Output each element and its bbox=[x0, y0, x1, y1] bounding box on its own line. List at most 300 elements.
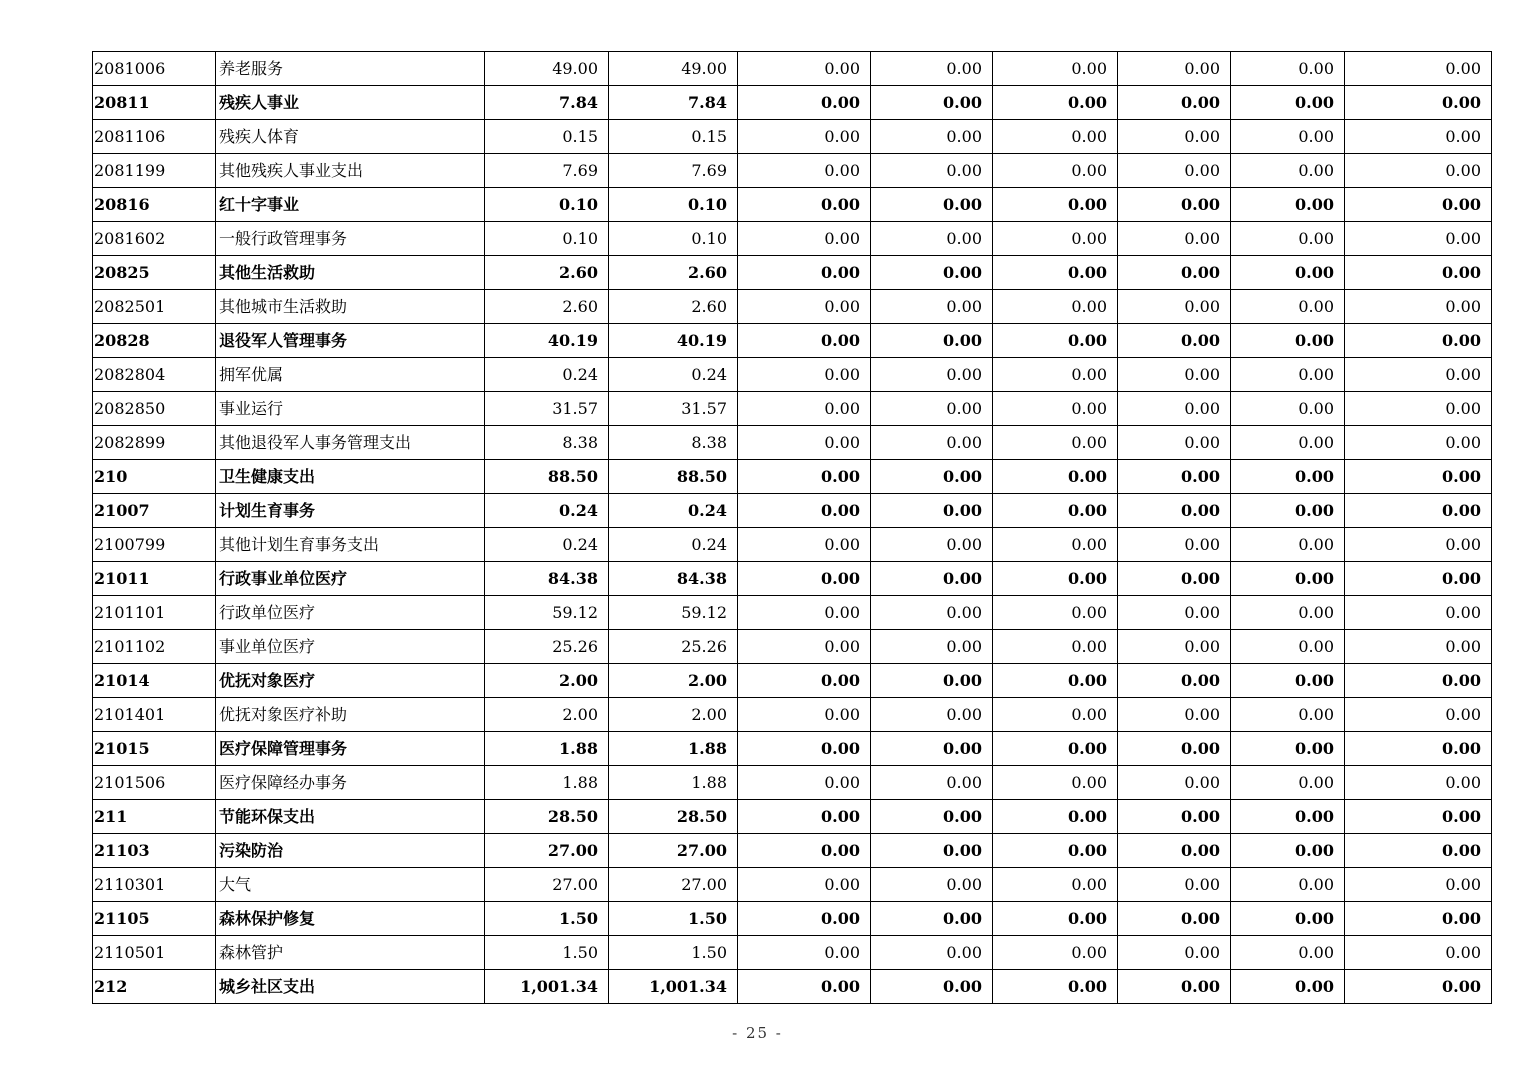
amount-cell: 0.00 bbox=[1345, 664, 1492, 698]
amount-cell: 1.88 bbox=[609, 766, 738, 800]
amount-cell: 0.00 bbox=[738, 698, 871, 732]
amount-cell: 0.00 bbox=[738, 290, 871, 324]
amount-cell: 0.10 bbox=[609, 222, 738, 256]
amount-cell: 2.00 bbox=[609, 698, 738, 732]
amount-cell: 0.00 bbox=[871, 868, 993, 902]
table-row bbox=[93, 52, 1492, 86]
subject-code-cell: 20816 bbox=[93, 188, 216, 222]
amount-cell: 0.00 bbox=[1231, 732, 1345, 766]
amount-cell: 0.00 bbox=[993, 154, 1118, 188]
amount-cell: 0.00 bbox=[993, 970, 1118, 1004]
subject-name-cell: 其他计划生育事务支出 bbox=[216, 528, 485, 562]
amount-cell: 1.88 bbox=[485, 766, 609, 800]
amount-cell: 0.00 bbox=[738, 460, 871, 494]
amount-cell: 0.00 bbox=[1345, 868, 1492, 902]
amount-cell: 0.00 bbox=[1118, 426, 1231, 460]
amount-cell: 0.00 bbox=[871, 936, 993, 970]
amount-cell: 0.00 bbox=[738, 154, 871, 188]
amount-cell: 0.00 bbox=[993, 936, 1118, 970]
amount-cell: 0.00 bbox=[738, 936, 871, 970]
subject-code-cell: 21015 bbox=[93, 732, 216, 766]
amount-cell: 0.00 bbox=[1118, 188, 1231, 222]
amount-cell: 0.24 bbox=[609, 494, 738, 528]
amount-cell: 0.00 bbox=[1231, 460, 1345, 494]
subject-name-cell: 森林管护 bbox=[216, 936, 485, 970]
amount-cell: 0.00 bbox=[993, 562, 1118, 596]
table-row bbox=[93, 698, 1492, 732]
table-row bbox=[93, 290, 1492, 324]
amount-cell: 27.00 bbox=[609, 834, 738, 868]
amount-cell: 84.38 bbox=[485, 562, 609, 596]
amount-cell: 0.00 bbox=[1231, 970, 1345, 1004]
amount-cell: 0.00 bbox=[871, 596, 993, 630]
amount-cell: 0.00 bbox=[993, 392, 1118, 426]
amount-cell: 59.12 bbox=[609, 596, 738, 630]
amount-cell: 0.00 bbox=[993, 188, 1118, 222]
amount-cell: 0.00 bbox=[1345, 732, 1492, 766]
amount-cell: 0.00 bbox=[1231, 562, 1345, 596]
amount-cell: 31.57 bbox=[485, 392, 609, 426]
amount-cell: 49.00 bbox=[609, 52, 738, 86]
amount-cell: 7.84 bbox=[609, 86, 738, 120]
amount-cell: 0.00 bbox=[1345, 970, 1492, 1004]
amount-cell: 27.00 bbox=[485, 868, 609, 902]
amount-cell: 0.00 bbox=[871, 800, 993, 834]
amount-cell: 84.38 bbox=[609, 562, 738, 596]
amount-cell: 1.50 bbox=[609, 936, 738, 970]
subject-code-cell: 21014 bbox=[93, 664, 216, 698]
amount-cell: 0.00 bbox=[738, 528, 871, 562]
amount-cell: 0.00 bbox=[871, 392, 993, 426]
amount-cell: 0.00 bbox=[738, 834, 871, 868]
amount-cell: 28.50 bbox=[485, 800, 609, 834]
amount-cell: 2.00 bbox=[485, 698, 609, 732]
subject-name-cell: 优抚对象医疗补助 bbox=[216, 698, 485, 732]
subject-code-cell: 2082850 bbox=[93, 392, 216, 426]
subject-code-cell: 211 bbox=[93, 800, 216, 834]
amount-cell: 0.00 bbox=[1118, 358, 1231, 392]
amount-cell: 0.00 bbox=[1345, 596, 1492, 630]
subject-name-cell: 养老服务 bbox=[216, 52, 485, 86]
amount-cell: 0.24 bbox=[485, 528, 609, 562]
amount-cell: 0.00 bbox=[1345, 528, 1492, 562]
amount-cell: 1.50 bbox=[609, 902, 738, 936]
amount-cell: 0.00 bbox=[1345, 426, 1492, 460]
amount-cell: 0.00 bbox=[738, 732, 871, 766]
amount-cell: 0.00 bbox=[1118, 324, 1231, 358]
amount-cell: 0.00 bbox=[993, 834, 1118, 868]
amount-cell: 0.00 bbox=[738, 52, 871, 86]
amount-cell: 0.00 bbox=[993, 256, 1118, 290]
amount-cell: 0.00 bbox=[993, 460, 1118, 494]
amount-cell: 0.24 bbox=[485, 494, 609, 528]
table-row bbox=[93, 936, 1492, 970]
amount-cell: 0.00 bbox=[1118, 868, 1231, 902]
subject-name-cell: 卫生健康支出 bbox=[216, 460, 485, 494]
amount-cell: 0.24 bbox=[485, 358, 609, 392]
amount-cell: 2.60 bbox=[485, 256, 609, 290]
subject-code-cell: 212 bbox=[93, 970, 216, 1004]
amount-cell: 0.00 bbox=[1231, 630, 1345, 664]
amount-cell: 0.00 bbox=[1231, 698, 1345, 732]
subject-name-cell: 大气 bbox=[216, 868, 485, 902]
table-row bbox=[93, 902, 1492, 936]
amount-cell: 88.50 bbox=[485, 460, 609, 494]
subject-code-cell: 20825 bbox=[93, 256, 216, 290]
table-row bbox=[93, 834, 1492, 868]
amount-cell: 0.00 bbox=[993, 222, 1118, 256]
subject-code-cell: 2081106 bbox=[93, 120, 216, 154]
subject-name-cell: 节能环保支出 bbox=[216, 800, 485, 834]
amount-cell: 88.50 bbox=[609, 460, 738, 494]
budget-table bbox=[92, 51, 1492, 1004]
amount-cell: 7.69 bbox=[485, 154, 609, 188]
amount-cell: 0.00 bbox=[1118, 834, 1231, 868]
amount-cell: 0.00 bbox=[738, 358, 871, 392]
amount-cell: 0.00 bbox=[738, 630, 871, 664]
amount-cell: 0.00 bbox=[993, 732, 1118, 766]
amount-cell: 0.00 bbox=[993, 494, 1118, 528]
amount-cell: 0.00 bbox=[1118, 562, 1231, 596]
amount-cell: 0.00 bbox=[1231, 902, 1345, 936]
subject-name-cell: 森林保护修复 bbox=[216, 902, 485, 936]
amount-cell: 0.00 bbox=[1118, 766, 1231, 800]
subject-code-cell: 2081199 bbox=[93, 154, 216, 188]
amount-cell: 0.00 bbox=[993, 664, 1118, 698]
amount-cell: 0.00 bbox=[1118, 732, 1231, 766]
amount-cell: 0.00 bbox=[738, 494, 871, 528]
amount-cell: 0.00 bbox=[1345, 834, 1492, 868]
amount-cell: 31.57 bbox=[609, 392, 738, 426]
amount-cell: 27.00 bbox=[485, 834, 609, 868]
subject-name-cell: 其他城市生活救助 bbox=[216, 290, 485, 324]
amount-cell: 0.00 bbox=[1118, 494, 1231, 528]
amount-cell: 0.10 bbox=[609, 188, 738, 222]
amount-cell: 0.00 bbox=[1231, 596, 1345, 630]
amount-cell: 0.00 bbox=[738, 766, 871, 800]
amount-cell: 7.69 bbox=[609, 154, 738, 188]
amount-cell: 0.00 bbox=[738, 120, 871, 154]
amount-cell: 0.00 bbox=[871, 732, 993, 766]
amount-cell: 0.00 bbox=[1118, 630, 1231, 664]
amount-cell: 0.00 bbox=[993, 698, 1118, 732]
amount-cell: 0.15 bbox=[485, 120, 609, 154]
table-row bbox=[93, 358, 1492, 392]
amount-cell: 8.38 bbox=[609, 426, 738, 460]
table-row bbox=[93, 868, 1492, 902]
amount-cell: 1,001.34 bbox=[485, 970, 609, 1004]
amount-cell: 0.00 bbox=[1231, 800, 1345, 834]
amount-cell: 0.00 bbox=[871, 290, 993, 324]
amount-cell: 0.00 bbox=[1345, 120, 1492, 154]
subject-code-cell: 2110501 bbox=[93, 936, 216, 970]
amount-cell: 2.60 bbox=[485, 290, 609, 324]
subject-code-cell: 2101101 bbox=[93, 596, 216, 630]
amount-cell: 0.00 bbox=[871, 222, 993, 256]
amount-cell: 0.00 bbox=[1231, 120, 1345, 154]
amount-cell: 0.00 bbox=[738, 222, 871, 256]
subject-name-cell: 一般行政管理事务 bbox=[216, 222, 485, 256]
subject-name-cell: 残疾人事业 bbox=[216, 86, 485, 120]
amount-cell: 1,001.34 bbox=[609, 970, 738, 1004]
subject-code-cell: 2101102 bbox=[93, 630, 216, 664]
amount-cell: 0.00 bbox=[1345, 698, 1492, 732]
amount-cell: 0.00 bbox=[993, 120, 1118, 154]
amount-cell: 25.26 bbox=[609, 630, 738, 664]
amount-cell: 0.00 bbox=[738, 596, 871, 630]
amount-cell: 0.00 bbox=[993, 596, 1118, 630]
amount-cell: 0.00 bbox=[1345, 188, 1492, 222]
subject-code-cell: 2082501 bbox=[93, 290, 216, 324]
amount-cell: 0.00 bbox=[738, 970, 871, 1004]
subject-code-cell: 2101401 bbox=[93, 698, 216, 732]
amount-cell: 2.00 bbox=[485, 664, 609, 698]
amount-cell: 0.00 bbox=[1231, 86, 1345, 120]
amount-cell: 0.24 bbox=[609, 528, 738, 562]
amount-cell: 0.00 bbox=[871, 562, 993, 596]
amount-cell: 0.00 bbox=[871, 188, 993, 222]
table-row bbox=[93, 800, 1492, 834]
amount-cell: 0.00 bbox=[1231, 222, 1345, 256]
amount-cell: 40.19 bbox=[485, 324, 609, 358]
amount-cell: 0.00 bbox=[1118, 698, 1231, 732]
subject-name-cell: 计划生育事务 bbox=[216, 494, 485, 528]
table-row bbox=[93, 562, 1492, 596]
amount-cell: 0.00 bbox=[1118, 86, 1231, 120]
table-row bbox=[93, 664, 1492, 698]
amount-cell: 0.00 bbox=[1231, 52, 1345, 86]
amount-cell: 0.00 bbox=[993, 528, 1118, 562]
amount-cell: 0.00 bbox=[1231, 868, 1345, 902]
subject-code-cell: 2081602 bbox=[93, 222, 216, 256]
subject-code-cell: 2082899 bbox=[93, 426, 216, 460]
amount-cell: 0.00 bbox=[1118, 256, 1231, 290]
subject-name-cell: 行政事业单位医疗 bbox=[216, 562, 485, 596]
subject-code-cell: 20811 bbox=[93, 86, 216, 120]
subject-name-cell: 其他残疾人事业支出 bbox=[216, 154, 485, 188]
subject-name-cell: 优抚对象医疗 bbox=[216, 664, 485, 698]
amount-cell: 0.00 bbox=[993, 800, 1118, 834]
amount-cell: 1.88 bbox=[485, 732, 609, 766]
amount-cell: 40.19 bbox=[609, 324, 738, 358]
amount-cell: 28.50 bbox=[609, 800, 738, 834]
amount-cell: 0.00 bbox=[1231, 154, 1345, 188]
amount-cell: 0.00 bbox=[1231, 766, 1345, 800]
amount-cell: 49.00 bbox=[485, 52, 609, 86]
amount-cell: 0.00 bbox=[871, 358, 993, 392]
subject-name-cell: 污染防治 bbox=[216, 834, 485, 868]
amount-cell: 0.00 bbox=[871, 528, 993, 562]
table-row bbox=[93, 460, 1492, 494]
amount-cell: 0.00 bbox=[738, 86, 871, 120]
amount-cell: 0.00 bbox=[1231, 426, 1345, 460]
subject-name-cell: 城乡社区支出 bbox=[216, 970, 485, 1004]
amount-cell: 0.00 bbox=[871, 52, 993, 86]
amount-cell: 0.00 bbox=[1231, 834, 1345, 868]
amount-cell: 0.00 bbox=[871, 698, 993, 732]
amount-cell: 0.00 bbox=[738, 392, 871, 426]
table-row bbox=[93, 528, 1492, 562]
amount-cell: 7.84 bbox=[485, 86, 609, 120]
amount-cell: 0.00 bbox=[871, 970, 993, 1004]
amount-cell: 0.00 bbox=[1231, 358, 1345, 392]
table-row bbox=[93, 630, 1492, 664]
subject-code-cell: 2082804 bbox=[93, 358, 216, 392]
amount-cell: 0.00 bbox=[1118, 120, 1231, 154]
amount-cell: 0.00 bbox=[1118, 596, 1231, 630]
amount-cell: 0.00 bbox=[1231, 664, 1345, 698]
amount-cell: 0.00 bbox=[871, 256, 993, 290]
amount-cell: 0.00 bbox=[738, 188, 871, 222]
amount-cell: 0.00 bbox=[1345, 460, 1492, 494]
amount-cell: 0.00 bbox=[993, 630, 1118, 664]
table-row bbox=[93, 970, 1492, 1004]
amount-cell: 0.00 bbox=[871, 120, 993, 154]
amount-cell: 0.00 bbox=[993, 324, 1118, 358]
subject-name-cell: 残疾人体育 bbox=[216, 120, 485, 154]
amount-cell: 0.15 bbox=[609, 120, 738, 154]
amount-cell: 0.00 bbox=[1345, 630, 1492, 664]
amount-cell: 0.24 bbox=[609, 358, 738, 392]
subject-code-cell: 2101506 bbox=[93, 766, 216, 800]
amount-cell: 0.00 bbox=[1345, 766, 1492, 800]
amount-cell: 0.00 bbox=[1231, 324, 1345, 358]
amount-cell: 0.00 bbox=[1118, 460, 1231, 494]
amount-cell: 2.60 bbox=[609, 290, 738, 324]
amount-cell: 0.00 bbox=[738, 562, 871, 596]
table-row bbox=[93, 392, 1492, 426]
amount-cell: 0.00 bbox=[738, 800, 871, 834]
subject-code-cell: 2110301 bbox=[93, 868, 216, 902]
amount-cell: 0.00 bbox=[993, 868, 1118, 902]
amount-cell: 0.00 bbox=[993, 358, 1118, 392]
subject-name-cell: 其他生活救助 bbox=[216, 256, 485, 290]
table-row bbox=[93, 324, 1492, 358]
amount-cell: 0.00 bbox=[1231, 494, 1345, 528]
amount-cell: 0.00 bbox=[993, 86, 1118, 120]
table-row bbox=[93, 86, 1492, 120]
amount-cell: 0.00 bbox=[871, 426, 993, 460]
subject-code-cell: 210 bbox=[93, 460, 216, 494]
table-row bbox=[93, 154, 1492, 188]
amount-cell: 0.00 bbox=[1345, 154, 1492, 188]
amount-cell: 0.10 bbox=[485, 222, 609, 256]
amount-cell: 0.00 bbox=[1345, 562, 1492, 596]
amount-cell: 0.00 bbox=[993, 766, 1118, 800]
subject-name-cell: 医疗保障经办事务 bbox=[216, 766, 485, 800]
amount-cell: 0.00 bbox=[1345, 86, 1492, 120]
amount-cell: 0.00 bbox=[1345, 392, 1492, 426]
amount-cell: 2.60 bbox=[609, 256, 738, 290]
amount-cell: 0.00 bbox=[871, 154, 993, 188]
table-row bbox=[93, 766, 1492, 800]
amount-cell: 0.00 bbox=[1118, 664, 1231, 698]
amount-cell: 0.10 bbox=[485, 188, 609, 222]
amount-cell: 0.00 bbox=[993, 902, 1118, 936]
amount-cell: 0.00 bbox=[1345, 494, 1492, 528]
subject-name-cell: 事业单位医疗 bbox=[216, 630, 485, 664]
amount-cell: 0.00 bbox=[1345, 222, 1492, 256]
amount-cell: 0.00 bbox=[871, 460, 993, 494]
amount-cell: 8.38 bbox=[485, 426, 609, 460]
amount-cell: 0.00 bbox=[738, 256, 871, 290]
subject-code-cell: 21105 bbox=[93, 902, 216, 936]
table-row bbox=[93, 494, 1492, 528]
subject-code-cell: 2081006 bbox=[93, 52, 216, 86]
amount-cell: 27.00 bbox=[609, 868, 738, 902]
page-number: - 25 - bbox=[732, 1024, 783, 1042]
amount-cell: 0.00 bbox=[1345, 256, 1492, 290]
table-row bbox=[93, 426, 1492, 460]
amount-cell: 0.00 bbox=[993, 426, 1118, 460]
amount-cell: 0.00 bbox=[1118, 154, 1231, 188]
amount-cell: 0.00 bbox=[738, 664, 871, 698]
subject-code-cell: 2100799 bbox=[93, 528, 216, 562]
table-row bbox=[93, 222, 1492, 256]
amount-cell: 0.00 bbox=[738, 868, 871, 902]
amount-cell: 0.00 bbox=[1231, 936, 1345, 970]
amount-cell: 0.00 bbox=[871, 324, 993, 358]
subject-name-cell: 退役军人管理事务 bbox=[216, 324, 485, 358]
table-row bbox=[93, 188, 1492, 222]
amount-cell: 0.00 bbox=[1345, 902, 1492, 936]
amount-cell: 59.12 bbox=[485, 596, 609, 630]
subject-name-cell: 其他退役军人事务管理支出 bbox=[216, 426, 485, 460]
amount-cell: 25.26 bbox=[485, 630, 609, 664]
subject-name-cell: 拥军优属 bbox=[216, 358, 485, 392]
amount-cell: 0.00 bbox=[1345, 324, 1492, 358]
amount-cell: 0.00 bbox=[1118, 800, 1231, 834]
table-row bbox=[93, 120, 1492, 154]
amount-cell: 0.00 bbox=[1345, 52, 1492, 86]
table-row bbox=[93, 256, 1492, 290]
amount-cell: 0.00 bbox=[1118, 936, 1231, 970]
amount-cell: 0.00 bbox=[871, 664, 993, 698]
subject-code-cell: 20828 bbox=[93, 324, 216, 358]
amount-cell: 0.00 bbox=[1345, 290, 1492, 324]
amount-cell: 0.00 bbox=[871, 86, 993, 120]
amount-cell: 0.00 bbox=[738, 426, 871, 460]
amount-cell: 0.00 bbox=[871, 902, 993, 936]
amount-cell: 0.00 bbox=[1231, 256, 1345, 290]
amount-cell: 0.00 bbox=[871, 834, 993, 868]
amount-cell: 0.00 bbox=[871, 630, 993, 664]
amount-cell: 0.00 bbox=[871, 494, 993, 528]
amount-cell: 0.00 bbox=[1118, 902, 1231, 936]
amount-cell: 0.00 bbox=[1118, 392, 1231, 426]
amount-cell: 1.88 bbox=[609, 732, 738, 766]
amount-cell: 0.00 bbox=[1118, 970, 1231, 1004]
amount-cell: 0.00 bbox=[1118, 222, 1231, 256]
table-row bbox=[93, 732, 1492, 766]
amount-cell: 0.00 bbox=[1231, 290, 1345, 324]
subject-name-cell: 医疗保障管理事务 bbox=[216, 732, 485, 766]
amount-cell: 0.00 bbox=[1118, 528, 1231, 562]
amount-cell: 0.00 bbox=[738, 902, 871, 936]
amount-cell: 0.00 bbox=[993, 290, 1118, 324]
amount-cell: 0.00 bbox=[1231, 528, 1345, 562]
amount-cell: 0.00 bbox=[738, 324, 871, 358]
subject-name-cell: 事业运行 bbox=[216, 392, 485, 426]
amount-cell: 0.00 bbox=[1345, 936, 1492, 970]
amount-cell: 0.00 bbox=[1231, 188, 1345, 222]
amount-cell: 1.50 bbox=[485, 902, 609, 936]
subject-code-cell: 21007 bbox=[93, 494, 216, 528]
amount-cell: 0.00 bbox=[1345, 800, 1492, 834]
amount-cell: 0.00 bbox=[1345, 358, 1492, 392]
subject-name-cell: 红十字事业 bbox=[216, 188, 485, 222]
amount-cell: 0.00 bbox=[1118, 290, 1231, 324]
